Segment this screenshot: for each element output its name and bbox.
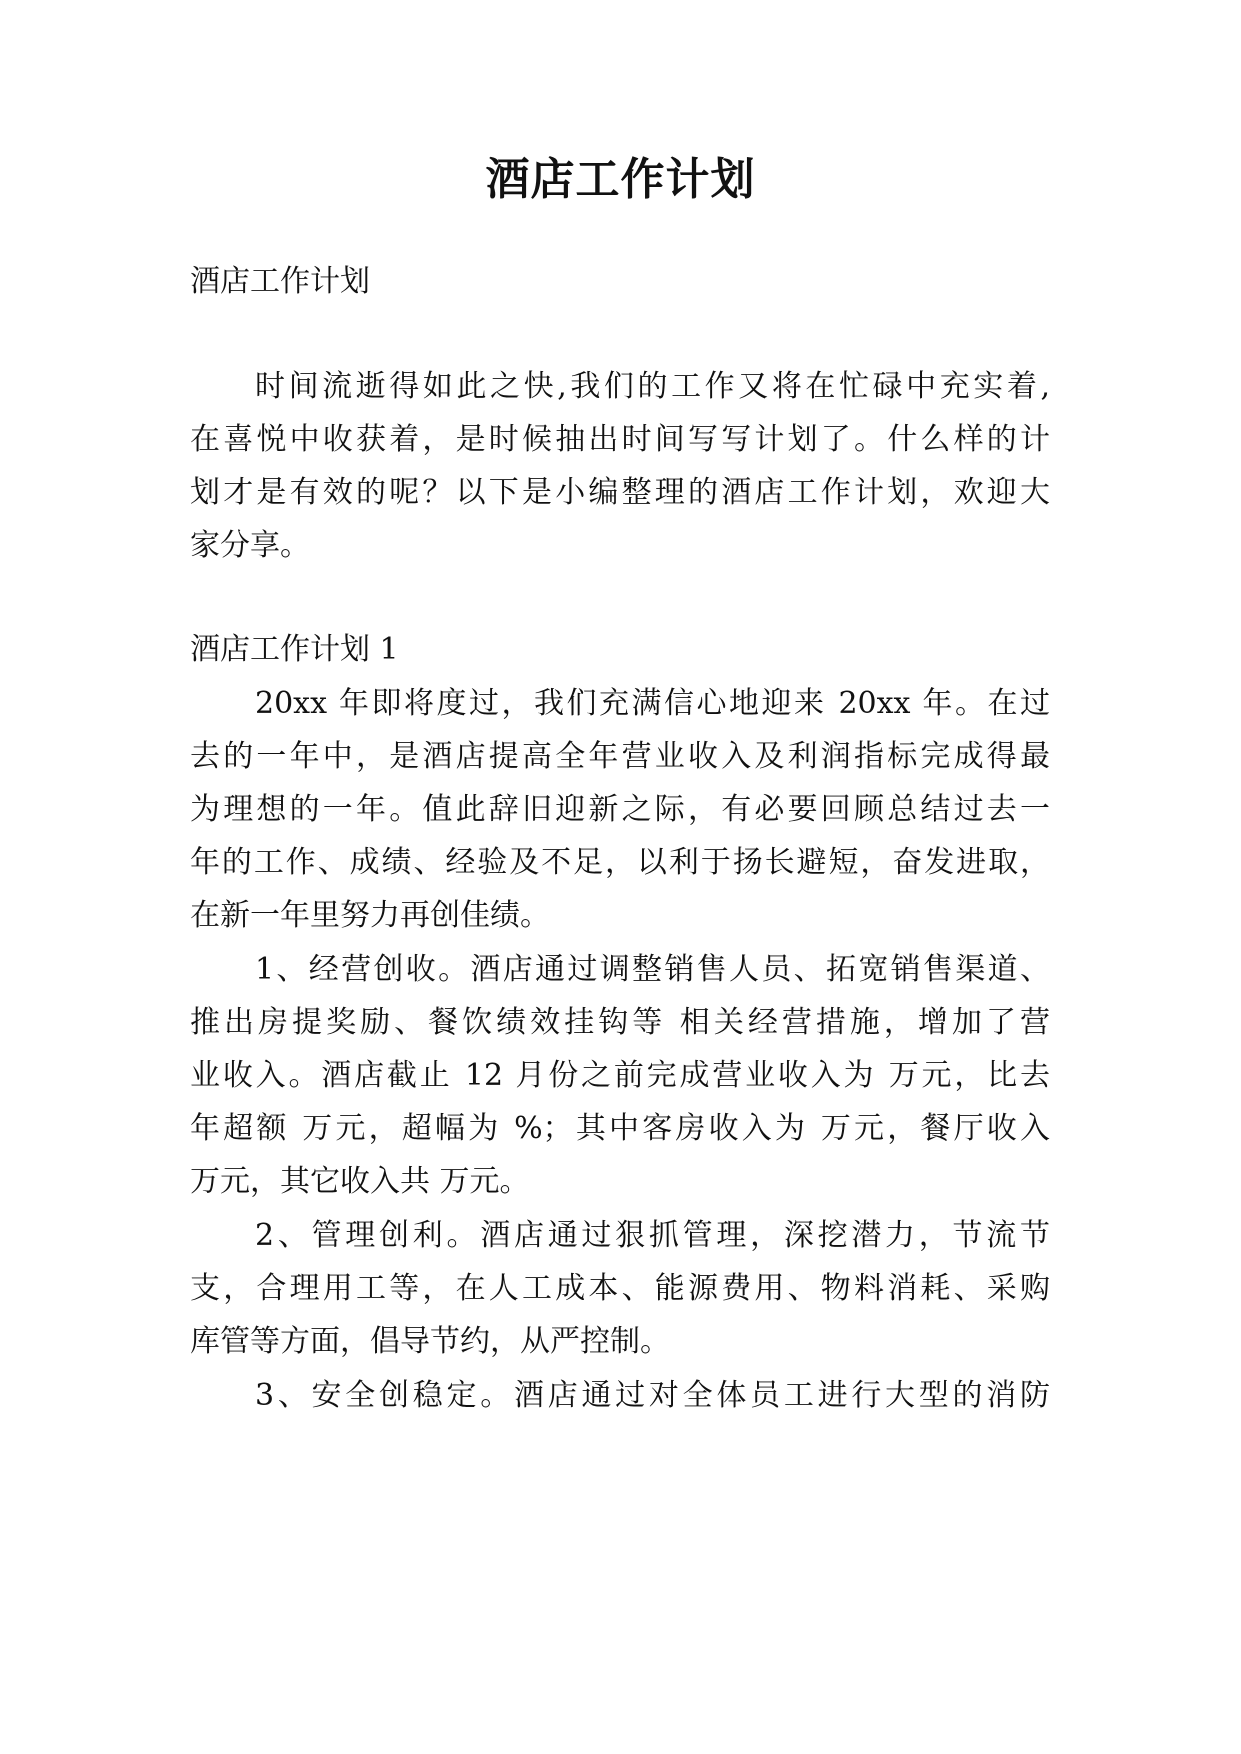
document-subtitle: 酒店工作计划	[190, 264, 370, 299]
body-line: 推出房提奖励、餐饮绩效挂钩等 相关经营措施，增加了营	[190, 1005, 1050, 1040]
document-title: 酒店工作计划	[485, 154, 756, 205]
body-line: 业收入。酒店截止 12 月份之前完成营业收入为 万元，比去	[190, 1058, 1050, 1093]
body-line: 1、经营创收。酒店通过调整销售人员、拓宽销售渠道、	[255, 952, 1050, 987]
intro-line: 在喜悦中收获着，是时候抽出时间写写计划了。什么样的计	[190, 422, 1050, 457]
body-line: 支，合理用工等，在人工成本、能源费用、物料消耗、采购	[190, 1271, 1050, 1306]
body-line: 为理想的一年。值此辞旧迎新之际，有必要回顾总结过去一	[190, 792, 1050, 827]
body-line: 2、管理创利。酒店通过狠抓管理，深挖潜力，节流节	[255, 1218, 1050, 1253]
body-line: 库管等方面，倡导节约，从严控制。	[190, 1324, 670, 1359]
body-line: 年的工作、成绩、经验及不足，以利于扬长避短，奋发进取，	[190, 845, 1050, 880]
body-line: 20xx 年即将度过，我们充满信心地迎来 20xx 年。在过	[255, 686, 1050, 721]
section-heading: 酒店工作计划 1	[190, 632, 399, 667]
body-line: 去的一年中，是酒店提高全年营业收入及利润指标完成得最	[190, 739, 1050, 774]
intro-line: 家分享。	[190, 528, 310, 563]
intro-line: 划才是有效的呢？以下是小编整理的酒店工作计划，欢迎大	[190, 475, 1050, 510]
intro-line: 时间流逝得如此之快,我们的工作又将在忙碌中充实着,	[255, 369, 1050, 404]
body-line: 年超额 万元，超幅为 %；其中客房收入为 万元，餐厅收入	[190, 1111, 1050, 1146]
body-line: 在新一年里努力再创佳绩。	[190, 898, 550, 933]
body-line: 万元，其它收入共 万元。	[190, 1164, 530, 1199]
body-line: 3、安全创稳定。酒店通过对全体员工进行大型的消防	[255, 1378, 1050, 1413]
